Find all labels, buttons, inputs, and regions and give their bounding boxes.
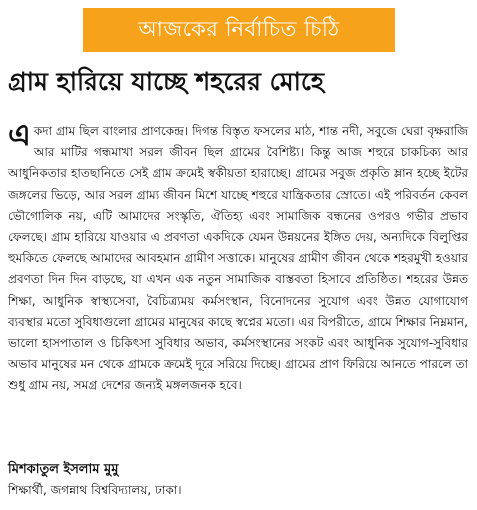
drop-cap: এ	[8, 118, 31, 153]
section-banner	[83, 8, 395, 52]
article-body-text: কদা গ্রাম ছিল বাংলার প্রাণকেন্দ্র। দিগন্ত বিস্তৃত ফসলের মাঠ, শান্ত নদী, সবুজে ঘেরা বৃক্ষরাজি আর মাটির গন্ধমাখা সরল জীবন ছিল গ্রামের বৈশিষ্ট্য। কিন্তু আজ শহুরে চাকচিক্য আর আধুনিকতার হাতছানিতে সেই গ্রাম ক্রমেই স্বকীয়তা হারাচ্ছে। গ্রামের সবুজ প্রকৃতি ম্লান হচ্ছে ইটের জঙ্গলের ভিড়ে, আর সরল গ্রাম্য জীবন মিশে যাচ্ছে শহুরে যান্ত্রিকতার স্রোতে। এই পরিবর্তন কেবল ভৌগোলিক নয়, এটি আমাদের সংস্কৃতি, ঐতিহ্য এবং সামাজিক বন্ধনের ওপরও গভীর প্রভাব ফেলছে। গ্রাম হারিয়ে যাওয়ার এ প্রবণতা একদিকে যেমন উন্নয়নের ইঙ্গিত দেয়, অন্যদিকে বিলুপ্তির হুমকিতে ফেলছে আমাদের আবহমান গ্রামীণ সত্তাকে। মানুষের গ্রামীণ জীবন থেকে শহরমুখী হওয়ার প্রবণতা দিন দিন বাড়ছে, যা এখন এক নতুন সামাজিক বাস্তবতা হিসাবে প্রতিষ্ঠিত। শহরের উন্নত শিক্ষা, আধুনিক স্বাস্থ্যসেবা, বৈচিত্র্যময় কর্মসংস্থান, বিনোদনের সুযোগ এবং উন্নত যোগাযোগ ব্যবস্থার মতো সুবিধাগুলো গ্রামের মানুষের কাছে স্বপ্নের মতো। এর বিপরীতে, গ্রামে শিক্ষার নিম্নমান, ভালো হাসপাতাল ও চিকিৎসা সুবিধার অভাব, কর্মসংস্থানের সংকট এবং আধুনিক সুযোগ-সুবিধার অভাব মানুষের মন থেকে গ্রামকে ক্রমেই দূরে সরিয়ে দিচ্ছে। গ্রামের প্রাণ ফিরিয়ে আনতে পারলে তা শুধু গ্রাম নয়, সমগ্র দেশের জন্যই মঙ্গলজনক হবে।	[8, 124, 468, 393]
author-name: মিশকাতুল ইসলাম মুমু	[8, 462, 119, 477]
author-affiliation: শিক্ষার্থী, জগন্নাথ বিশ্ববিদ্যালয়, ঢাকা।	[8, 483, 182, 497]
article-headline: গ্রাম হারিয়ে যাচ্ছে শহরের মোহে	[8, 67, 325, 96]
article-body	[8, 118, 468, 397]
banner-title: আজকের নির্বাচিত চিঠি	[138, 16, 340, 41]
